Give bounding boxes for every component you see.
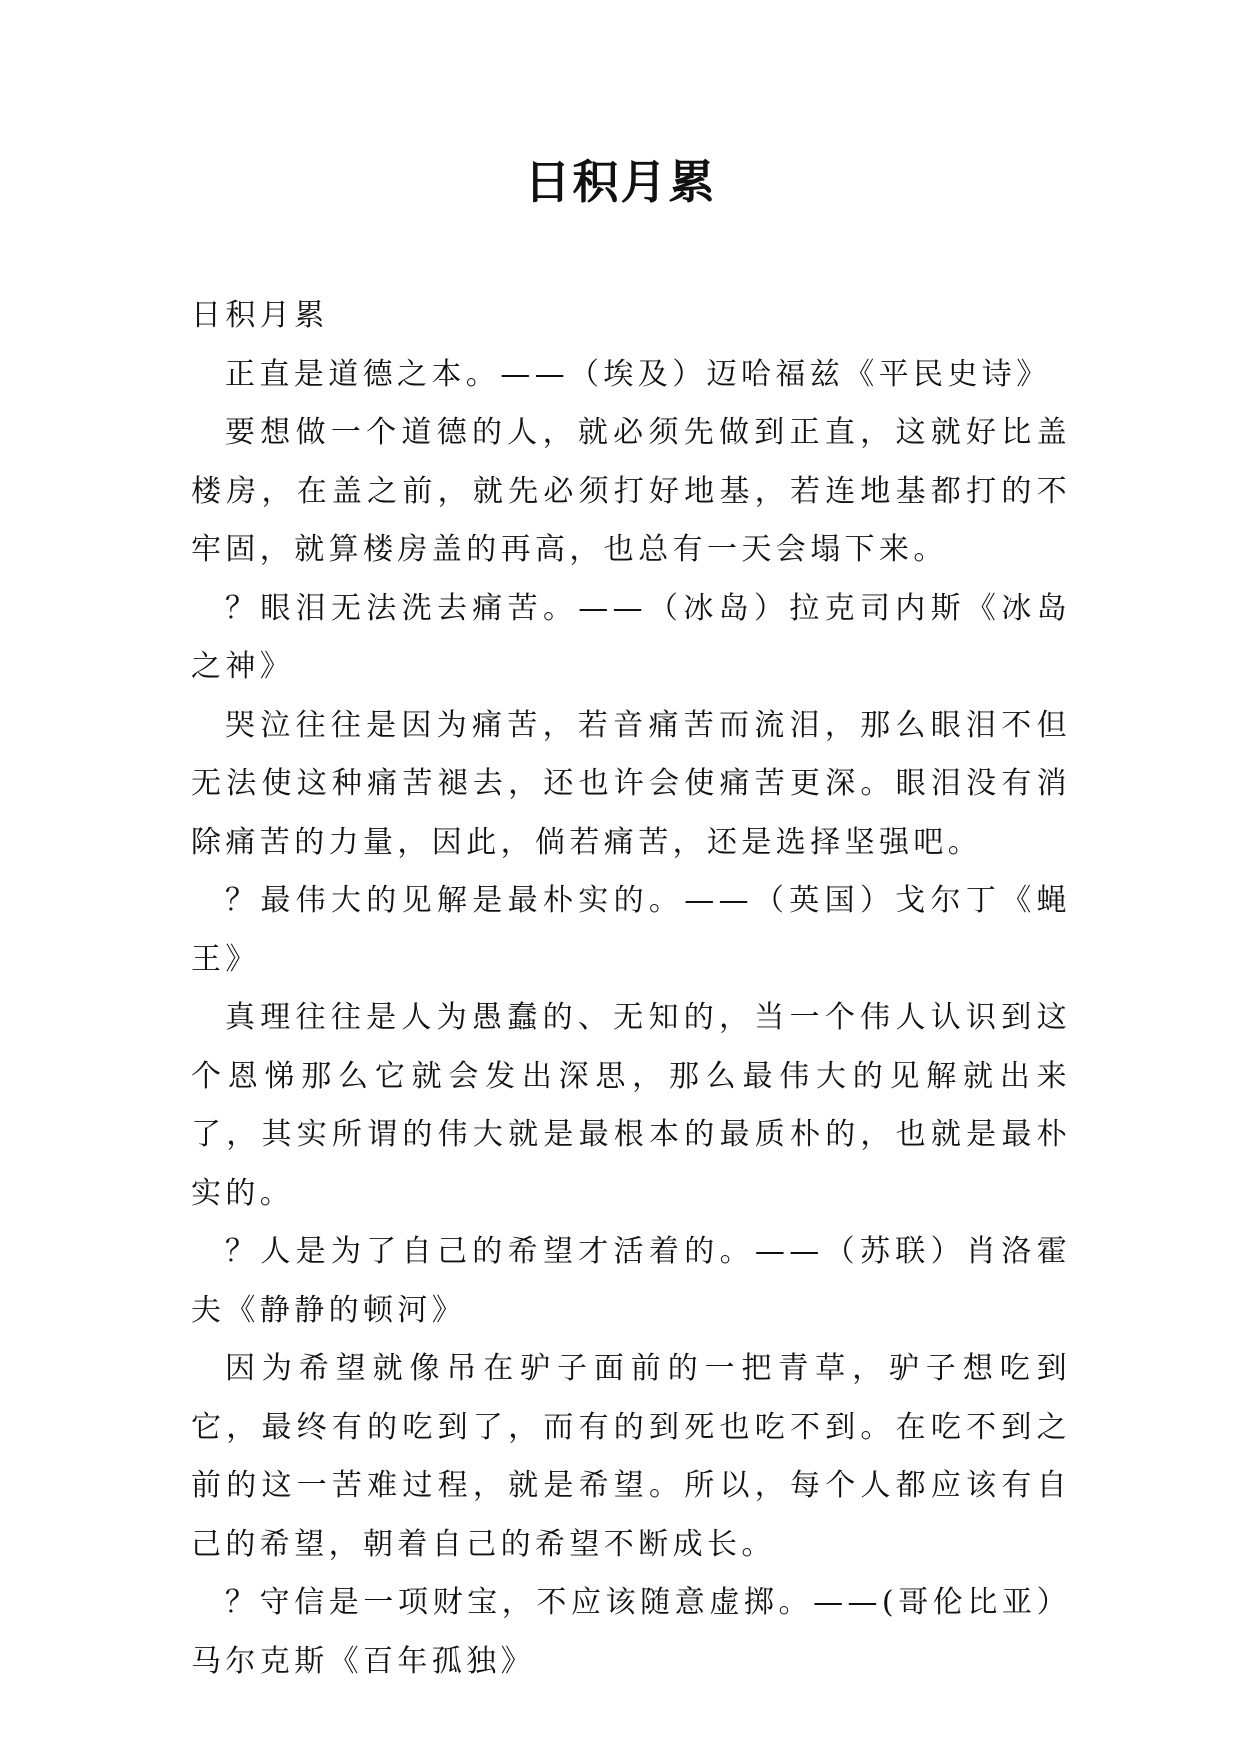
commentary-paragraph: 真理往往是人为愚蠢的、无知的，当一个伟人认识到这个恩悌那么它就会发出深思，那么最伟大的见解就出来了，其实所谓的伟大就是最根本的最质朴的，也就是最朴实的。 [191, 1000, 1071, 1211]
quote-paragraph: 正直是道德之本。——（埃及）迈哈福兹《平民史诗》 [225, 356, 1051, 392]
paragraph-heading: 日积月累 [191, 298, 329, 333]
commentary-paragraph: 因为希望就像吊在驴子面前的一把青草，驴子想吃到它，最终有的吃到了，而有的到死也吃不到。在吃不到之前的这一苦难过程，就是希望。所以，每个人都应该有自己的希望，朝着自己的希望不断成长。 [191, 1351, 1071, 1562]
commentary-paragraph: 要想做一个道德的人，就必须先做到正直，这就好比盖楼房，在盖之前，就先必须打好地基，若连地基都打的不牢固，就算楼房盖的再高，也总有一天会塌下来。 [191, 415, 1071, 567]
quote-paragraph: ？人是为了自己的希望才活着的。——（苏联）肖洛霍夫《静静的顿河》 [191, 1234, 1071, 1328]
quote-paragraph: ？最伟大的见解是最朴实的。——（英国）戈尔丁《蝇王》 [191, 883, 1071, 977]
quote-paragraph: ？眼泪无法洗去痛苦。——（冰岛）拉克司内斯《冰岛之神》 [191, 590, 1071, 684]
commentary-paragraph: 哭泣往往是因为痛苦，若音痛苦而流泪，那么眼泪不但无法使这种痛苦褪去，还也许会使痛苦更深。眼泪没有消除痛苦的力量，因此，倘若痛苦，还是选择坚强吧。 [191, 707, 1071, 860]
quote-paragraph: ？守信是一项财宝，不应该随意虚掷。——(哥伦比亚）马尔克斯《百年孤独》 [191, 1585, 1071, 1679]
document-body [191, 287, 1071, 1691]
document-title: 日积月累 [524, 155, 717, 209]
